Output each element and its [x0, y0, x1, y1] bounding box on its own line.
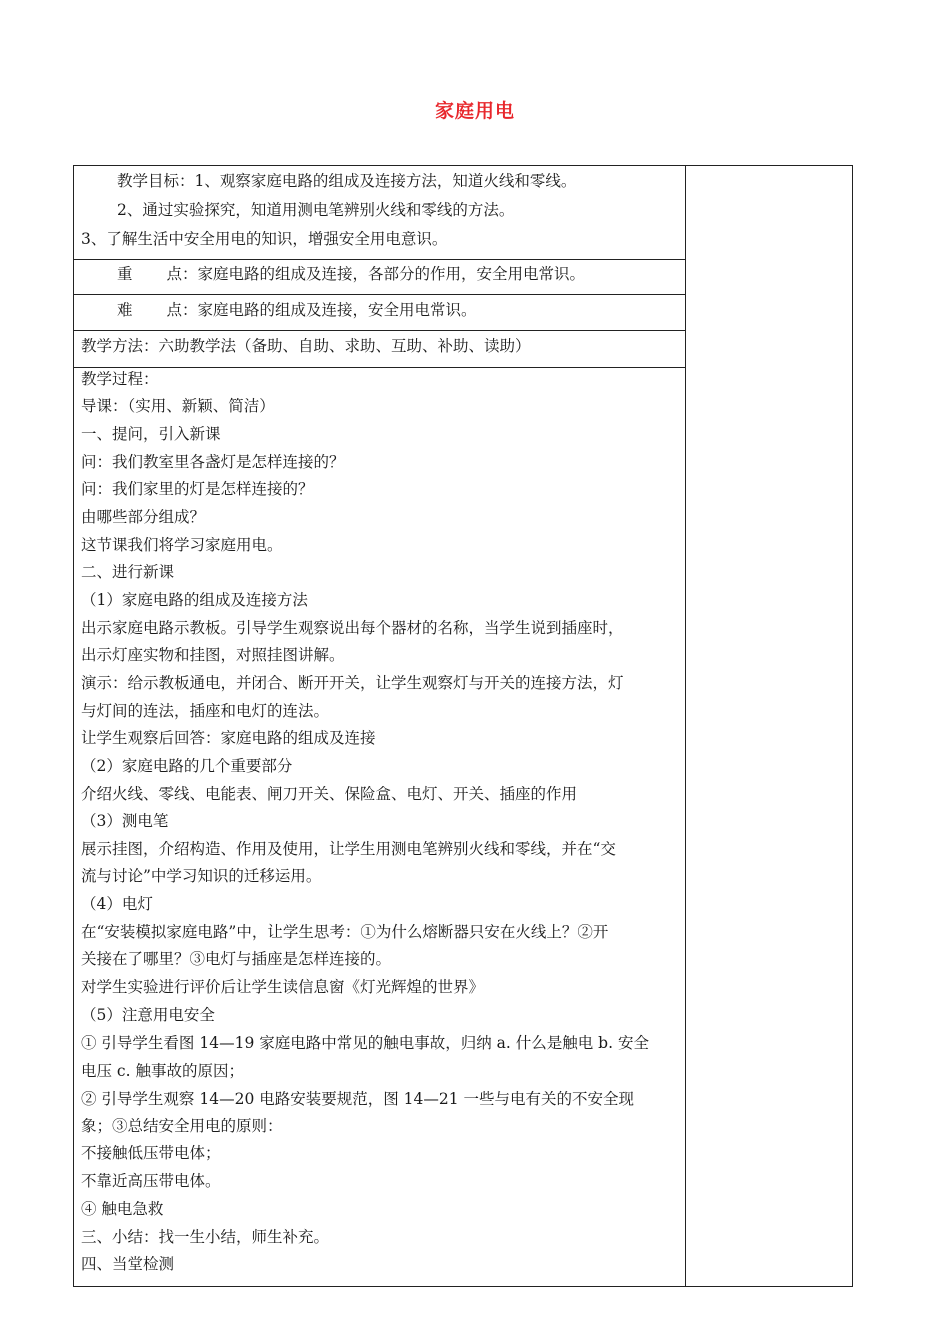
process-line: （3）测电笔 [81, 812, 169, 830]
process-line: 流与讨论”中学习知识的迁移运用。 [81, 867, 322, 885]
process-line: 出示灯座实物和挂图，对照挂图讲解。 [81, 646, 345, 664]
row-divider-key-point [73, 294, 685, 295]
key-point-label-a: 重 [117, 265, 133, 283]
objective-line-3: 3、了解生活中安全用电的知识，增强安全用电意识。 [81, 230, 448, 248]
process-line: 不接触低压带电体； [81, 1144, 221, 1162]
teaching-method: 教学方法：六助教学法（备助、自助、求助、互助、补助、读助） [81, 337, 531, 355]
process-line: 由哪些部分组成？ [81, 508, 206, 526]
key-point-label-b: 点： [166, 265, 198, 283]
process-line: 让学生观察后回答：家庭电路的组成及连接 [81, 729, 376, 747]
key-point-row [117, 264, 585, 284]
process-line: ④ 触电急救 [81, 1200, 164, 1218]
process-line: 三、小结：找一生小结，师生补充。 [81, 1228, 330, 1246]
process-line: 象；③总结安全用电的原则： [81, 1117, 283, 1135]
process-line: （2）家庭电路的几个重要部分 [81, 757, 293, 775]
process-line: 不靠近高压带电体。 [81, 1172, 221, 1190]
process-line: 展示挂图，介绍构造、作用及使用，让学生用测电笔辨别火线和零线，并在“交 [81, 840, 616, 858]
process-line: 出示家庭电路示教板。引导学生观察说出每个器材的名称，当学生说到插座时， [81, 619, 624, 637]
process-line: 二、进行新课 [81, 563, 175, 581]
process-line: 在“安装模拟家庭电路”中，让学生思考：①为什么熔断器只安在火线上？②开 [81, 923, 609, 941]
difficult-point-label-b: 点： [166, 301, 198, 319]
process-line: 关接在了哪里？③电灯与插座是怎样连接的。 [81, 950, 392, 968]
key-point-text: 家庭电路的组成及连接，各部分的作用，安全用电常识。 [197, 265, 586, 283]
process-line: 四、当堂检测 [81, 1255, 175, 1273]
process-line: （1）家庭电路的组成及连接方法 [81, 591, 308, 609]
process-line: 一、提问，引入新课 [81, 425, 221, 443]
process-line: 电压 c. 触事故的原因； [81, 1062, 244, 1080]
process-line: 问：我们教室里各盏灯是怎样连接的？ [81, 453, 345, 471]
objective-line-2: 2、通过实验探究，知道用测电笔辨别火线和零线的方法。 [117, 201, 515, 219]
process-line: （5）注意用电安全 [81, 1006, 215, 1024]
row-divider-method [73, 367, 685, 368]
document-title: 家庭用电 [434, 100, 515, 122]
table-column-divider [685, 165, 686, 1287]
difficult-point-text: 家庭电路的组成及连接，安全用电常识。 [197, 301, 477, 319]
process-line: ② 引导学生观察 14—20 电路安装要规范，图 14—21 一些与电有关的不安全现 [81, 1090, 635, 1108]
process-line: 问：我们家里的灯是怎样连接的？ [81, 480, 314, 498]
process-line: 教学过程： [81, 370, 159, 388]
process-line: （4）电灯 [81, 895, 153, 913]
process-line: ① 引导学生看图 14—19 家庭电路中常见的触电事故，归纳 a. 什么是触电 b. 安全 [81, 1034, 649, 1052]
difficult-point-label-a: 难 [117, 301, 133, 319]
process-line: 导课：（实用、新颖、简洁） [81, 397, 275, 415]
process-line: 介绍火线、零线、电能表、闸刀开关、保险盒、电灯、开关、插座的作用 [81, 785, 578, 803]
objective-line-1: 教学目标：1、观察家庭电路的组成及连接方法，知道火线和零线。 [117, 172, 577, 190]
process-line: 与灯间的连法，插座和电灯的连法。 [81, 702, 330, 720]
process-line: 这节课我们将学习家庭用电。 [81, 536, 283, 554]
difficult-point-row [117, 300, 477, 320]
process-line: 演示：给示教板通电，并闭合、断开开关，让学生观察灯与开关的连接方法，灯 [81, 674, 624, 692]
row-divider-objectives [73, 259, 685, 260]
process-line: 对学生实验进行评价后让学生读信息窗《灯光辉煌的世界》 [81, 978, 485, 996]
row-divider-difficult-point [73, 330, 685, 331]
